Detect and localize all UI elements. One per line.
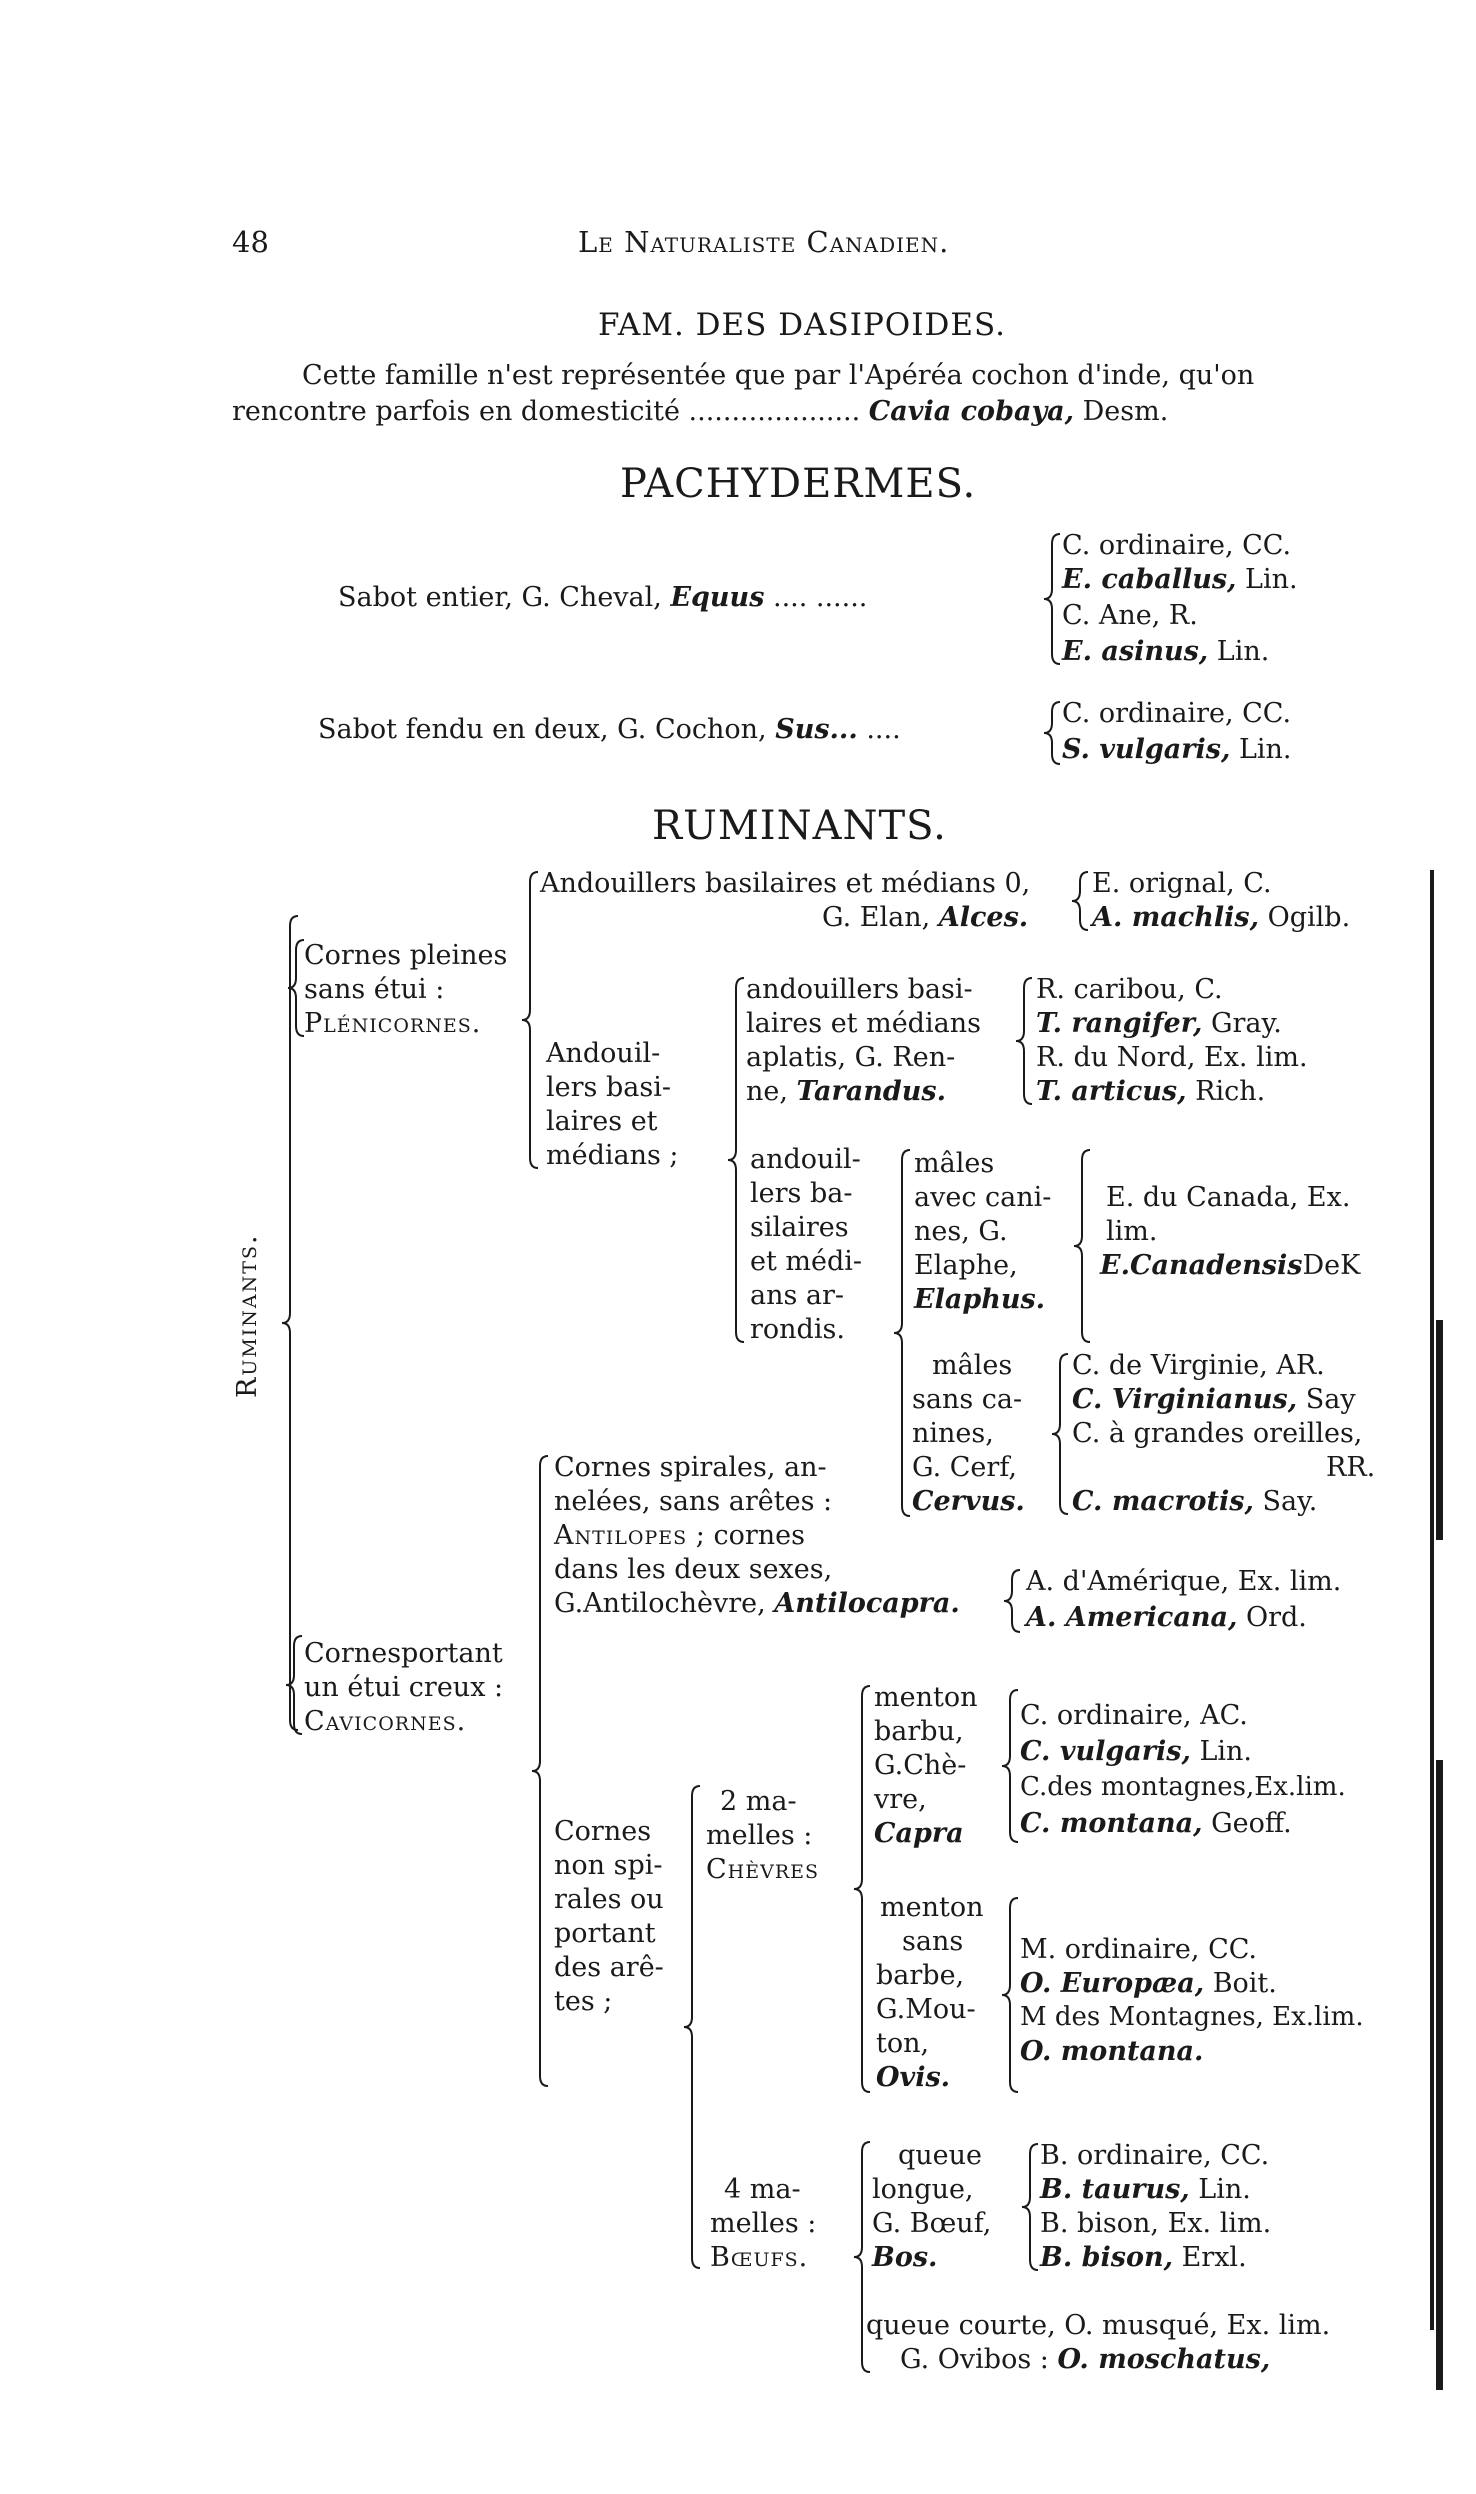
plenicornes-line1: Cornes pleines (304, 940, 508, 971)
capra-species-4-latin: C. montana, (1020, 1808, 1203, 1839)
arrondis-line5: ans ar- (750, 1280, 845, 1311)
cervus-line3: nines, (912, 1418, 994, 1449)
ovis-species-3: M des Montagnes, Ex.lim. (1020, 2002, 1364, 2032)
non-spirales-line1: Cornes (554, 1816, 652, 1847)
equus-entry-2-author: Lin. (1245, 564, 1298, 595)
bos-species-3: B. bison, Ex. lim. (1040, 2208, 1272, 2239)
page-number: 48 (232, 225, 269, 259)
ovis-line5: ton, (876, 2028, 930, 2059)
ovibos-latin: O. moschatus, (1057, 2344, 1271, 2375)
equus-entry-1: C. ordinaire, CC. (1062, 530, 1292, 561)
tarandus-line1: andouillers basi- (746, 974, 973, 1005)
ruminants-side-label: Ruminants. (232, 1233, 263, 1398)
tarandus-species-4-author: Rich. (1195, 1076, 1266, 1107)
cervus-species-3: C. à grandes oreilles, (1072, 1418, 1363, 1449)
capra-species-4-author: Geoff. (1211, 1808, 1292, 1839)
brace-cavicornes (286, 1636, 302, 1734)
elaphus-species-3-latin: E.Canadensis (1100, 1250, 1303, 1281)
antilopes-line1: Cornes spirales, an- (554, 1452, 827, 1483)
margin-mark-2 (1436, 1760, 1443, 2390)
brace-chevres (854, 1686, 870, 2092)
cervus-species-5-author: Say. (1262, 1486, 1318, 1517)
non-spirales-line5: des arê- (554, 1952, 664, 1983)
capra-species-1: C. ordinaire, AC. (1020, 1700, 1248, 1731)
cavicornes-line3: Cavicornes. (304, 1706, 467, 1737)
bos-species-4-latin: B. bison, (1040, 2242, 1173, 2273)
tarandus-line2: laires et médians (746, 1008, 981, 1039)
andouil-line3: laires et (546, 1106, 658, 1137)
running-title: Le Naturaliste Canadien. (578, 225, 950, 259)
ovis-species-2-latin: O. Europæa, (1020, 1968, 1205, 1999)
sus-genus: Sus... (775, 714, 858, 745)
capra-species-2-latin: C. vulgaris, (1020, 1736, 1191, 1767)
chevres-line2: melles : (706, 1820, 813, 1851)
tarandus-line4-text: ne, (746, 1076, 788, 1107)
ruminants-title: RUMINANTS. (652, 803, 947, 849)
sus-entry-1: C. ordinaire, CC. (1062, 698, 1292, 729)
equus-entry-4-latin: E. asinus, (1062, 636, 1209, 667)
bos-line3: G. Bœuf, (872, 2208, 992, 2239)
antilopes-genus: Antilocapra. (774, 1588, 960, 1619)
tarandus-species-1: R. caribou, C. (1036, 974, 1223, 1005)
equus-entry-4-author: Lin. (1216, 636, 1270, 667)
dasipoides-line2-text: rencontre parfois en domesticité .................... (232, 396, 861, 427)
antilopes-line3-sc: Antilopes (554, 1520, 688, 1551)
cavicornes-line2: un étui creux : (304, 1672, 504, 1703)
elaphus-line4: Elaphe, (914, 1250, 1018, 1281)
sus-entry-2-latin: S. vulgaris, (1062, 734, 1231, 765)
andouil-line2: lers basi- (546, 1072, 671, 1103)
sus-entry-2-author: Lin. (1238, 734, 1292, 765)
bos-species-2-latin: B. taurus, (1040, 2174, 1190, 2205)
non-spirales-line6: tes ; (554, 1986, 613, 2017)
cavicornes-line1: Cornesportant (304, 1638, 503, 1669)
elaphus-species-3-author: DeK (1302, 1250, 1361, 1281)
antilopes-species-1: A. d'Amérique, Ex. lim. (1026, 1566, 1342, 1597)
equus-genus: Equus (670, 582, 765, 613)
antilopes-species-2-author: Ord. (1245, 1602, 1307, 1633)
equus-label-text: Sabot entier, G. Cheval, (338, 582, 662, 613)
andouil-line1: Andouil- (546, 1038, 661, 1069)
brace-cavicornes-branches (532, 1456, 548, 2086)
brace-alces (1072, 872, 1088, 930)
dasipoides-latin: Cavia cobaya, (868, 396, 1075, 427)
cervus-species-4: RR. (1326, 1452, 1376, 1483)
cervus-species-2-latin: C. Virginianus, (1072, 1384, 1298, 1415)
brace-antilopes (1004, 1570, 1020, 1632)
elaphus-species-2: lim. (1106, 1216, 1158, 1247)
equus-entry-2-latin: E. caballus, (1062, 564, 1237, 595)
bos-line2: longue, (872, 2174, 974, 2205)
brace-sus (1044, 702, 1060, 764)
capra-species-3: C.des montagnes,Ex.lim. (1020, 1772, 1346, 1802)
antilopes-line3-rest: ; cornes (695, 1520, 805, 1551)
cervus-species-1: C. de Virginie, AR. (1072, 1350, 1325, 1381)
alces-genus: Alces. (938, 902, 1029, 933)
antilopes-species-2-latin: A. Americana, (1026, 1602, 1238, 1633)
tarandus-species-2-latin: T. rangifer, (1036, 1008, 1203, 1039)
bos-line1: queue (898, 2140, 983, 2171)
boeufs-line3: Bœufs. (710, 2242, 809, 2273)
cervus-line2: sans ca- (912, 1384, 1023, 1415)
alces-species-2-author: Ogilb. (1267, 902, 1351, 933)
ovibos-line1: queue courte, O. musqué, Ex. lim. (866, 2310, 1331, 2341)
elaphus-line2: avec cani- (914, 1182, 1052, 1213)
elaphus-genus: Elaphus. (914, 1284, 1046, 1315)
alces-line2-text: G. Elan, (822, 902, 931, 933)
alces-species-2-latin: A. machlis, (1092, 902, 1259, 933)
cervus-line1: mâles (932, 1350, 1013, 1381)
non-spirales-line2: non spi- (554, 1850, 663, 1881)
arrondis-line2: lers ba- (750, 1178, 853, 1209)
ovis-species-1: M. ordinaire, CC. (1020, 1934, 1258, 1965)
ovibos-line2-text: G. Ovibos : (900, 2344, 1049, 2375)
equus-dots: .... ...... (772, 582, 868, 613)
chevres-line1: 2 ma- (720, 1786, 797, 1817)
brace-andouillers (728, 978, 744, 1342)
brace-boeufs (854, 2142, 870, 2372)
ovis-line1: menton (880, 1892, 984, 1923)
brace-ruminants (282, 916, 298, 1730)
cervus-line4: G. Cerf, (912, 1452, 1017, 1483)
capra-line2: barbu, (874, 1716, 964, 1747)
pachydermes-title: PACHYDERMES. (620, 461, 977, 507)
brace-bos (1022, 2144, 1038, 2270)
brace-tarandus (1016, 978, 1032, 1104)
brace-arrondis (894, 1150, 910, 1516)
brace-equus (1044, 534, 1060, 664)
capra-line1: menton (874, 1682, 978, 1713)
arrondis-line3: silaires (750, 1212, 849, 1243)
arrondis-line6: rondis. (750, 1314, 845, 1345)
brace-plenicornes-branches (522, 872, 538, 1168)
capra-species-2-author: Lin. (1199, 1736, 1252, 1767)
capra-line3: G.Chè- (874, 1750, 967, 1781)
bos-species-4-author: Erxl. (1181, 2242, 1247, 2273)
cervus-species-5-latin: C. macrotis, (1072, 1486, 1254, 1517)
dasipoides-line1: Cette famille n'est représentée que par l'Apéréa cochon d'inde, qu'on (302, 360, 1255, 391)
non-spirales-line4: portant (554, 1918, 656, 1949)
tarandus-genus: Tarandus. (796, 1076, 947, 1107)
elaphus-species-1: E. du Canada, Ex. (1106, 1182, 1351, 1213)
capra-line4: vre, (874, 1784, 927, 1815)
andouil-line4: médians ; (546, 1140, 679, 1171)
dasipoides-title: FAM. DES DASIPOIDES. (598, 307, 1006, 343)
cervus-species-2-author: Say (1305, 1384, 1356, 1415)
equus-entry-3: C. Ane, R. (1062, 600, 1198, 631)
tarandus-line3: aplatis, G. Ren- (746, 1042, 956, 1073)
arrondis-line1: andouil- (750, 1144, 861, 1175)
boeufs-line2: melles : (710, 2208, 817, 2239)
ovis-line3: barbe, (876, 1960, 965, 1991)
tarandus-species-2-author: Gray. (1210, 1008, 1282, 1039)
non-spirales-line3: rales ou (554, 1884, 664, 1915)
capra-genus: Capra (874, 1818, 964, 1849)
margin-mark-1 (1436, 1320, 1443, 1540)
elaphus-line3: nes, G. (914, 1216, 1008, 1247)
brace-capra (1002, 1690, 1018, 1842)
sus-label-text: Sabot fendu en deux, G. Cochon, (318, 714, 767, 745)
antilopes-line2: nelées, sans arêtes : (554, 1486, 833, 1517)
tarandus-species-4-latin: T. articus, (1036, 1076, 1187, 1107)
bos-genus: Bos. (872, 2242, 938, 2273)
brace-ovis (1002, 1898, 1018, 2092)
dasipoides-author: Desm. (1082, 396, 1169, 427)
chevres-line3: Chèvres (706, 1854, 820, 1885)
margin-rule (1430, 870, 1434, 2330)
antilopes-line4: dans les deux sexes, (554, 1554, 833, 1585)
ovis-genus: Ovis. (876, 2062, 951, 2093)
tarandus-species-3: R. du Nord, Ex. lim. (1036, 1042, 1308, 1073)
brace-cervus (1052, 1354, 1068, 1514)
brace-non-spirales (684, 1786, 700, 2268)
antilopes-line5-text: G.Antilochèvre, (554, 1588, 766, 1619)
alces-line1: Andouillers basilaires et médians 0, (540, 868, 1031, 899)
bos-species-1: B. ordinaire, CC. (1040, 2140, 1270, 2171)
ovis-species-2-author: Boit. (1212, 1968, 1277, 1999)
bos-species-2-author: Lin. (1198, 2174, 1251, 2205)
cervus-genus: Cervus. (912, 1486, 1025, 1517)
sus-dots: .... (866, 714, 901, 745)
elaphus-line1: mâles (914, 1148, 995, 1179)
ovis-line2: sans (902, 1926, 964, 1957)
boeufs-line1: 4 ma- (724, 2174, 801, 2205)
ovis-species-4: O. montana. (1020, 2036, 1204, 2067)
alces-species-1: E. orignal, C. (1092, 868, 1272, 899)
plenicornes-line2: sans étui : (304, 974, 445, 1005)
arrondis-line4: et médi- (750, 1246, 863, 1277)
plenicornes-line3: Plénicornes. (304, 1008, 482, 1039)
ovis-line4: G.Mou- (876, 1994, 976, 2025)
brace-elaphus (1074, 1150, 1090, 1342)
